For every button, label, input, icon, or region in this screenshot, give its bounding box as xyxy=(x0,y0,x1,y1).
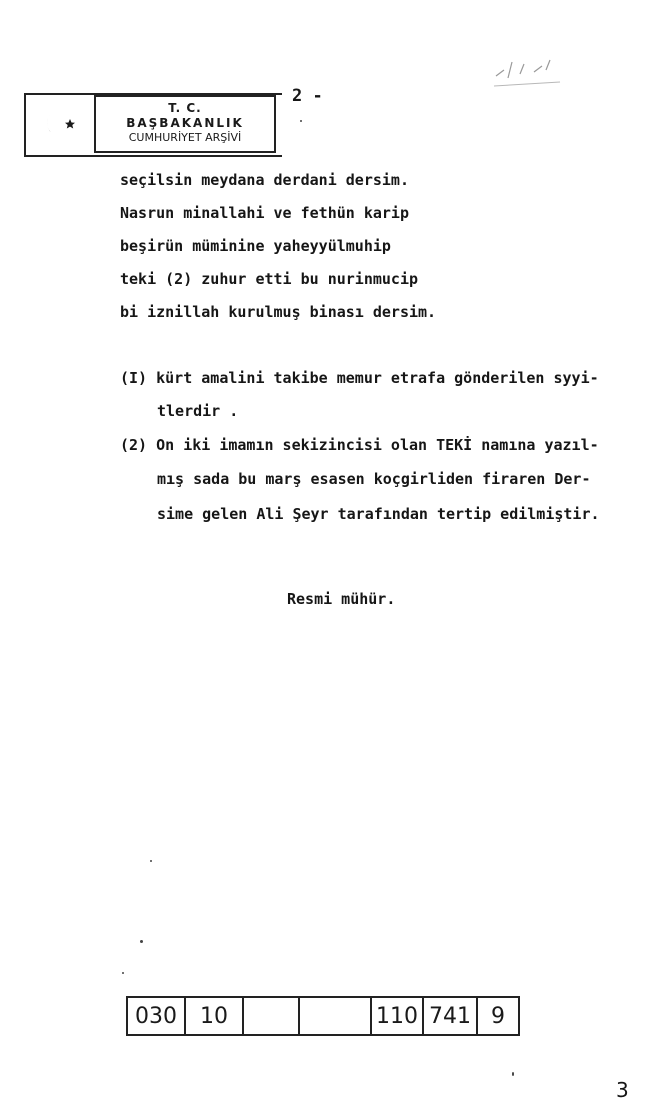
footnote-1-line: tlerdir . xyxy=(157,402,239,420)
poem-line: beşirün müminine yaheyyülmuhip xyxy=(120,237,391,255)
signature-text: Resmi mühür. xyxy=(287,590,396,608)
scan-speck xyxy=(140,940,143,943)
footnote-2-line: mış sada bu marş esasen koçgirliden firaren Der- xyxy=(157,470,591,488)
crescent-star-icon xyxy=(38,104,82,142)
scan-speck xyxy=(122,972,124,974)
reference-cell: 9 xyxy=(491,1003,505,1029)
scan-speck xyxy=(300,120,302,122)
footnote-2-line: sime gelen Ali Şeyr tarafından tertip edilmiştir. xyxy=(157,505,600,523)
scan-speck xyxy=(150,860,152,862)
scan-speck xyxy=(512,1072,514,1076)
archive-reference-table xyxy=(126,996,520,1036)
stamp-line-2: CUMHURİYET ARŞİVİ xyxy=(128,131,242,144)
poem-line: bi iznillah kurulmuş binası dersim. xyxy=(120,303,437,321)
reference-cell: 030 xyxy=(128,998,186,1034)
handwritten-mark xyxy=(490,52,570,92)
reference-cell: 741 xyxy=(424,998,478,1034)
footnote-2-line: (2) On iki imamın sekizincisi olan TEKİ namına yazıl- xyxy=(120,436,599,454)
reference-cell: 10 xyxy=(186,998,244,1034)
reference-cell xyxy=(244,998,300,1034)
reference-cell: 110 xyxy=(372,998,424,1034)
reference-cell xyxy=(300,998,372,1034)
stamp-line-1: BAŞBAKANLIK xyxy=(126,116,244,130)
page-number: 2 - xyxy=(292,86,323,106)
corner-page-number: 3 xyxy=(616,1078,629,1102)
poem-line: seçilsin meydana derdani dersim. xyxy=(120,171,409,189)
stamp-tc: T. C. xyxy=(168,101,202,115)
poem-line: Nasrun minallahi ve fethün karip xyxy=(120,204,409,222)
footnote-1-line: (I) kürt amalini takibe memur etrafa gönderilen syyi- xyxy=(120,369,599,387)
archive-stamp xyxy=(94,95,276,153)
poem-line: teki (2) zuhur etti bu nurinmucip xyxy=(120,270,419,288)
